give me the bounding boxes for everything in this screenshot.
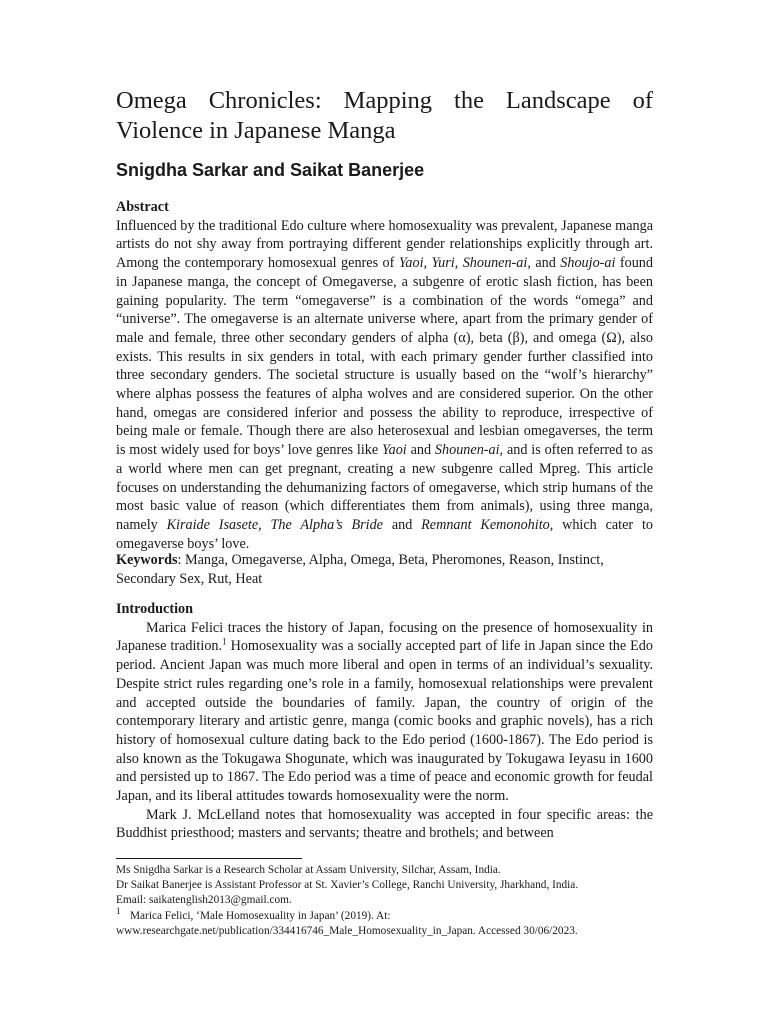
abstract-text: which cater to omegaverse boys’ love. <box>116 516 653 552</box>
abstract-italic: Yaoi <box>382 442 407 459</box>
keywords-line <box>116 551 653 588</box>
footnote-author-1: Ms Snigdha Sarkar is a Research Scholar at Assam University, Silchar, Assam, India. <box>116 864 501 876</box>
introduction-heading: Introduction <box>116 601 193 617</box>
abstract-text: Influenced by the traditional Edo culture where homosexuality was prevalent, Japanese manga artists do not shy away from portraying different gender relationships explicitly through art. Among the contemporary homosexual genres of <box>116 217 653 272</box>
abstract-italic: Shounen-ai <box>434 442 500 459</box>
intro-text: Homosexuality was a socially accepted part of life in Japan since the Edo period. Ancient Japan was much more liberal and open in terms of an individual’s sexuality. Despite strict rules regarding one’s role in a family, homosexual relationships were prevalent and accepted outside the boundaries of family. Japan, the country of origin of the contemporary literary and artistic genre, manga (comic books and graphic novels), has a rich history of homosexual culture dating back to the Edo period (1600-1867). The Edo period is also known as the Tokugawa Shogunate, which was inaugurated by Tokugawa Ieyasu in 1600 and persisted up to 1867. The Edo period was a time of peace and economic growth for feudal Japan, and its liberal attitudes towards homosexuality were the norm. <box>116 638 653 805</box>
introduction-section <box>116 600 653 843</box>
introduction-paragraph-1 <box>116 619 653 806</box>
abstract-section <box>116 198 653 553</box>
abstract-italic: Shoujo-ai <box>560 255 616 272</box>
abstract-italic: Remnant Kemonohito, <box>421 516 554 533</box>
footnote-1-url[interactable]: www.researchgate.net/publication/334416746_Male_Homosexuality_in_Japan. Accessed 30/06/2023. <box>116 924 578 937</box>
keywords-section <box>116 551 653 588</box>
abstract-text: , and <box>527 255 561 272</box>
abstract-text: found in Japanese manga, the concept of Omegaverse, a subgenre of erotic slash fiction, has been gaining popularity. The term “omegaverse” is a combination of the words “omega” and “universe”. The omegaverse is an alternate universe where, apart from the primary gender of male and female, three other secondary genders of alpha (α), beta (β), and omega (Ω), also exists. This results in six genders in total, with each primary gender further classified into three secondary genders. The societal structure is usually based on the “wolf’s hierarchy” where alphas possess the features of alpha wolves and are considered superior. On the other hand, omegas are considered inferior and possess the ability to reproduce, irrespective of being male or female. Though there are also heterosexual and lesbian omegaverses, the term is most widely used for boys’ love genres like <box>116 255 653 459</box>
footnote-1: 1 Marica Felici, ‘Male Homosexuality in Japan’ (2019). At: <box>116 905 391 922</box>
intro-text: Marica Felici traces the history of Japan, focusing on the presence of homosexuality in Japanese tradition. <box>116 619 653 655</box>
footnote-author-2: Dr Saikat Banerjee is Assistant Professor at St. Xavier’s College, Ranchi University, Jharkhand, India. <box>116 879 579 892</box>
footnote-1-text: Marica Felici, ‘Male Homosexuality in Japan’ (2019). At: <box>130 909 391 922</box>
abstract-heading: Abstract <box>116 199 169 215</box>
abstract-text: and <box>406 442 435 459</box>
footnote-email: Email: saikatenglish2013@gmail.com. <box>116 894 292 907</box>
abstract-italic: Yaoi, Yuri, Shounen-ai <box>398 255 528 272</box>
keywords-label: Keywords <box>116 552 178 568</box>
footnotes-section <box>116 863 661 939</box>
author-names: Snigdha Sarkar and Saikat Banerjee <box>116 160 425 180</box>
footnote-divider <box>116 858 302 859</box>
keywords-list: : Manga, Omegaverse, Alpha, Omega, Beta, Pheromones, Reason, Instinct, Secondary Sex, Rut, Heat <box>116 552 604 587</box>
paper-title: Omega Chronicles: Mapping the Landscape of Violence in Japanese Manga <box>116 87 653 144</box>
abstract-body <box>116 217 653 554</box>
abstract-text: and <box>383 516 422 533</box>
abstract-italic: Kiraide Isasete, The Alpha’s Bride <box>166 516 383 533</box>
introduction-paragraph-2: Mark J. McLelland notes that homosexuality was accepted in four specific areas: the Buddhist priesthood; masters and servants; theatre and brothels; and between <box>116 806 653 842</box>
footnote-ref-1[interactable]: 1 <box>222 636 227 647</box>
abstract-text: , and is often referred to as a world where men can get pregnant, creating a new subgenre called Mpreg. This article focuses on understanding the dehumanizing factors of omegaverse, which strip humans of the most basic value of reason (which differentiates them from animals), using three manga, namely <box>116 442 653 533</box>
